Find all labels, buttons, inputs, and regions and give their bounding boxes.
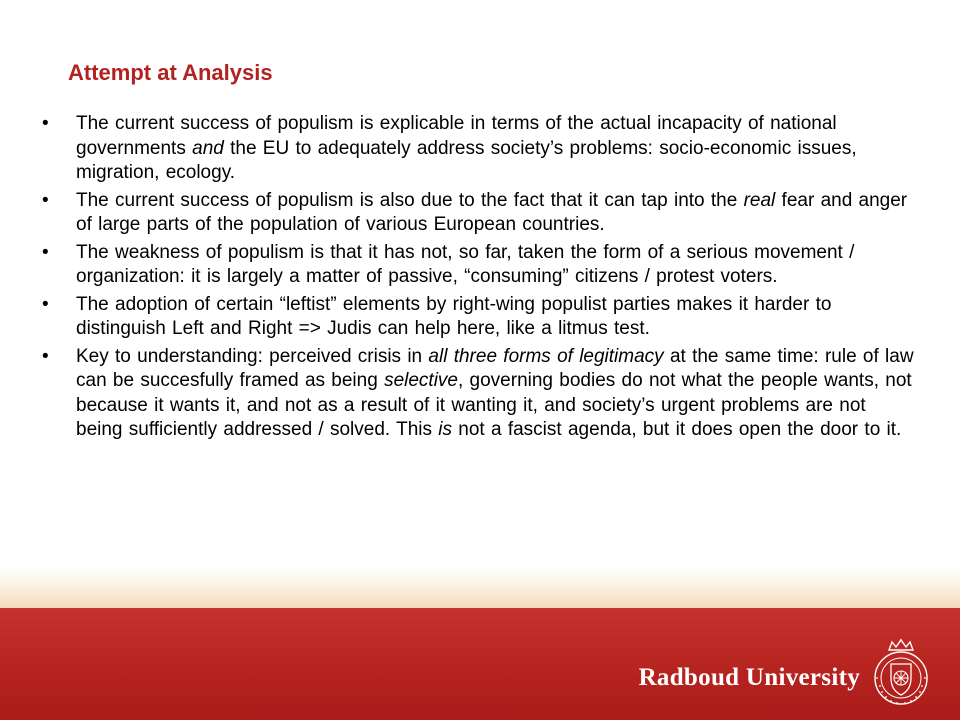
bullet-item <box>42 112 917 186</box>
emphasis-text: and <box>192 137 224 159</box>
text-segment: at the same time: rule of law can be succesfully framed as being <box>76 345 914 391</box>
emphasis-text: real <box>743 189 776 211</box>
bullet-text <box>76 346 914 441</box>
bullet-list <box>42 112 917 446</box>
bullet-item <box>42 241 917 290</box>
text-segment: The current success of populism is explicable in terms of the actual incapacity of national governments <box>76 113 837 159</box>
text-segment: The current success of populism is also due to the fact that it can tap into the <box>76 189 744 211</box>
text-segment: not a fascist agenda, but it does open the door to it. <box>452 419 902 440</box>
emphasis-text: selective <box>384 370 458 391</box>
text-segment: , governing bodies do not what the people wants, not because it wants it, and not as a result of it wanting it, and society’s urgent problems are not being sufficiently addressed / solved. This <box>76 370 912 440</box>
bullet-text <box>76 242 854 288</box>
footer-band <box>0 608 960 720</box>
bullet-item <box>42 345 917 443</box>
bullet-item <box>42 293 917 342</box>
footer-gradient <box>0 568 960 610</box>
emphasis-text: all three forms of legitimacy <box>428 345 664 367</box>
bullet-text <box>76 190 907 236</box>
bullet-text <box>76 294 831 340</box>
university-name: Radboud University <box>638 664 860 691</box>
emphasis-text: is <box>438 419 453 440</box>
text-segment: The adoption of certain “leftist” elements by right-wing populist parties makes it harder to distinguish Left and Right => Judis can help here, like a litmus test. <box>76 293 832 339</box>
bullet-text <box>76 113 857 183</box>
text-segment: The weakness of populism is that it has not, so far, taken the form of a serious movement / organization: it is largely a matter of passive, “consuming” citizens / protest voters. <box>76 241 855 287</box>
text-segment: Key to understanding: perceived crisis in <box>76 345 429 367</box>
university-seal-icon <box>872 638 930 712</box>
text-segment: fear and anger of large parts of the population of various European countries. <box>76 189 908 235</box>
slide-title: Attempt at Analysis <box>68 60 273 85</box>
bullet-item <box>42 189 917 238</box>
text-segment: the EU to adequately address society’s problems: socio-economic issues, migration, ecology. <box>76 137 857 183</box>
